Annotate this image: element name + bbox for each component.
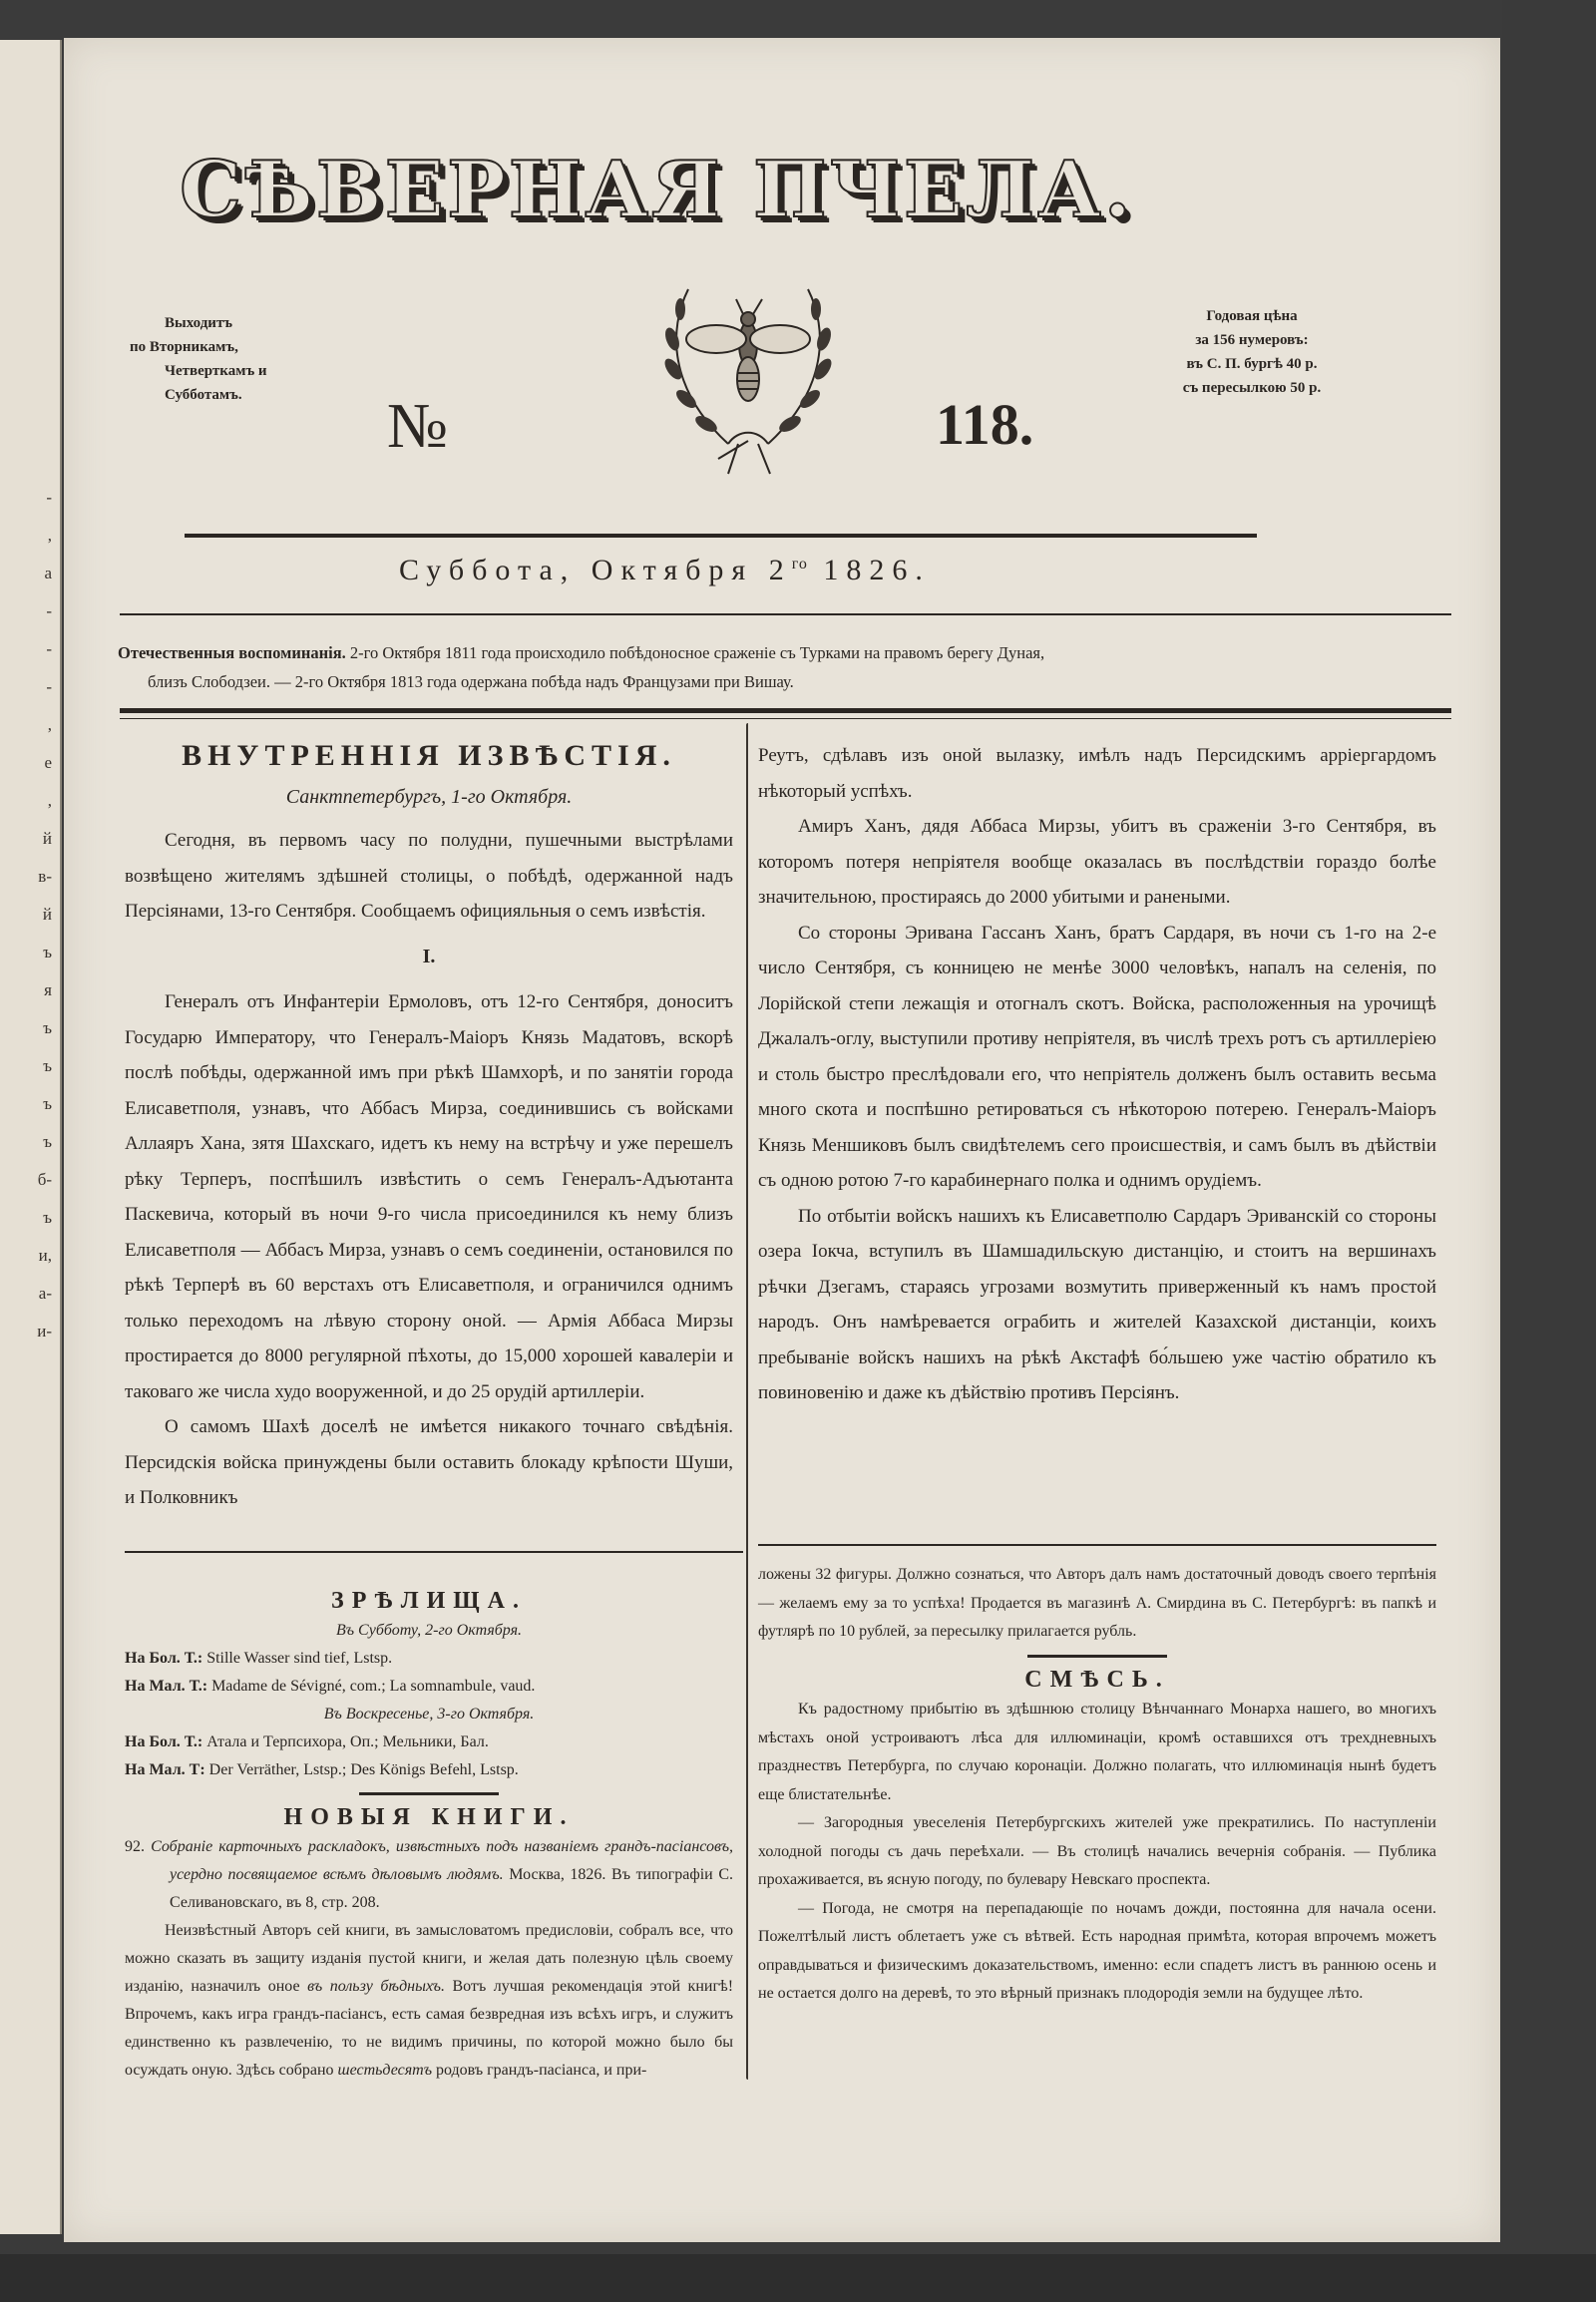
issue-date-main: Суббота, Октября 2 (399, 554, 792, 586)
issue-date (399, 554, 1097, 587)
section-number: I. (422, 945, 436, 967)
adjacent-page-glyph: ъ (43, 1094, 52, 1113)
memories-line-1: 2-го Октября 1811 года происходило побѣдоносное сраженіе съ Турками на правомъ берегу Дуная, (349, 643, 1045, 662)
book-review (125, 1917, 733, 2085)
bee-wreath-icon (628, 269, 868, 479)
schedule-line: Четверткамъ и (165, 363, 267, 379)
memories-lead: Отечественныя воспоминанія. (118, 643, 346, 662)
book-review-text: Неизвѣстный Авторъ сей книги, въ замысловатомъ предисловіи, собралъ все, что можно сказать въ защиту изданія пустой книги, и желая дать полезную цѣль своему изданію, назначилъ оное (125, 1922, 733, 1995)
miscellany-paragraph: Къ радостному прибытію въ здѣшнюю столицу Вѣнчаннаго Монарха нашего, во многихъ мѣстахъ оной устроиваютъ лѣса для иллюминаціи, кромѣ оставшихся отъ трехдневныхъ празднествъ Петербурга, по случаю коронаціи. Должно полагать, что иллюминація нынѣ будетъ еще блистательнѣе. (758, 1701, 1436, 1803)
new-books-heading: НОВЫЯ КНИГИ. (283, 1804, 575, 1830)
adjacent-page-glyph: ъ (43, 1208, 52, 1227)
issue-number-sign: № (387, 390, 449, 461)
theatre-day-1: Въ Субботу, 2-го Октября. (335, 1622, 523, 1639)
schedule-line: по Вторникамъ, (130, 339, 238, 355)
adjacent-page-glyph: в- (38, 867, 52, 886)
domestic-news-continued-column (758, 738, 1436, 1411)
issue-number: 118. (936, 392, 1034, 457)
domestic-news-paragraph: Генералъ отъ Инфантеріи Ермоловъ, отъ 12-го Сентября, доноситъ Государю Императору, что Генералъ-Маіоръ Князь Мадатовъ, вскорѣ послѣ побѣды, одержанной имъ при рѣкѣ Шамхорѣ, и по занятіи города Елисаветполя, узнавъ, что Аббасъ Мирза, соединившись съ войсками Аллаяръ Хана, зятя Шахскаго, идетъ къ нему на встрѣчу и уже перешелъ рѣку Терперъ, поспѣшилъ извѣстить о семъ Генералъ-Адъютанта Паскевича, который въ ночи 9-го числа присоединился къ нему близъ Елисаветполя — Аббасъ Мирза, узнавъ о семъ соединеніи, остановился по рѣкѣ Терперѣ въ 60 верстахъ отъ Елисаветполя, и ограничился однимъ только переходомъ на лѣвую сторону оной. — Армія Аббаса Мирзы простирается до 8000 регулярной пѣхоты, до 15,000 хорошей кавалеріи и таковаго же числа худо вооруженной, и до 25 орудій артиллеріи. (125, 991, 733, 1402)
adjacent-page-edge (0, 40, 62, 2234)
column-divider (746, 723, 751, 2080)
miscellany-paragraph: — Загородныя увеселенія Петербургскихъ жителей уже прекратились. По наступленіи холодной погоды съ дачь переѣхали. — Въ столицѣ начались вечернія собранія. — Публика прохаживается, въ ясную погоду, по булевару Невскаго проспекта. (758, 1814, 1436, 1888)
adjacent-page-glyph: - (46, 639, 52, 658)
domestic-news-paragraph: О самомъ Шахѣ доселѣ не имѣется никакого точнаго свѣдѣнія. Персидскія войска принуждены были оставить блокаду крѣпости Шуши, и Полковникъ (125, 1416, 733, 1508)
adjacent-page-glyph: - (46, 601, 52, 620)
adjacent-page-glyph: , (47, 791, 52, 810)
theatre-program: Madame de Sévigné, com.; La somnambule, vaud. (211, 1678, 536, 1695)
adjacent-page-glyph: а (44, 564, 52, 582)
adjacent-page-glyph: ъ (43, 1056, 52, 1075)
adjacent-page-glyph: я (44, 980, 52, 999)
miscellany-paragraph: — Погода, не смотря на перепадающіе по ночамъ дожди, постоянна для начала осени. Пожелтѣлый листъ облетаетъ уже съ вѣтвей. Есть народная примѣта, которая впрочемъ можетъ оправдываться и физическимъ доказательствомъ, именно: если спадетъ листъ въ раннюю осень и не остается долго на деревѣ, то это вѣрный признакъ плодородія земли на будущее лѣто. (758, 1899, 1436, 2002)
book-review-text: Вотъ лучшая рекомендація этой книгѣ! Впрочемъ, какъ игра грандъ-пасіансъ, есть самая безвредная изъ всѣхъ игръ, и служитъ единственно къ развлеченію, то не видимъ причины, по которой можно было бы осуждать оную. Здѣсь собрано (125, 1978, 734, 2079)
memories-rule-thick (120, 708, 1451, 713)
miscellany-column (758, 1561, 1436, 2009)
domestic-news-paragraph: По отбытіи войскъ нашихъ къ Елисаветполю Сардаръ Эриванскій со стороны озера Іокча, вступилъ въ Шамшадильскую дистанцію, и стоитъ на вершинахъ рѣчки Дзегамъ, стараясь угрозами возмутить приверженный къ намъ простой народъ. Онъ намѣревается ограбить и жителей Казахской дистанціи, коихъ пребываніе войскъ нашихъ на рѣкѣ Акстафѣ бо́льшею уже частію обратило къ повиновенію и даже къ дѣйствію противъ Персіянъ. (758, 1205, 1436, 1403)
adjacent-page-glyph: и- (37, 1322, 52, 1341)
schedule-line: Выходитъ (165, 315, 233, 331)
price-line: въ С. П. бургѣ 40 р. (1186, 356, 1318, 372)
adjacent-page-glyph: ъ (43, 943, 52, 961)
date-rule (120, 613, 1451, 615)
theatre-venue: На Мал. Т: (125, 1761, 205, 1778)
adjacent-page-glyph: , (47, 715, 52, 734)
domestic-news-dateline: Санктпетербургъ, 1-го Октября. (285, 785, 573, 808)
book-review-continued: ложены 32 фигуры. Должно сознаться, что Авторъ далъ намъ достаточный доводъ своего терпѣнія — желаемъ ему за то успѣха! Продается въ магазинѣ А. Смирдина въ С. Петербургѣ: въ папкѣ и футлярѣ по 10 рублей, за пересылку прилагается рубль. (758, 1566, 1436, 1640)
book-entry-number: 92. (125, 1838, 145, 1855)
adjacent-page-glyph: е (44, 753, 52, 772)
adjacent-page-glyph: и, (38, 1246, 52, 1265)
adjacent-page-glyph: - (46, 677, 52, 696)
masthead-rule (185, 534, 1257, 538)
theatre-day-2: Въ Воскресенье, 3-го Октября. (323, 1706, 535, 1723)
theatre-venue: На Бол. Т.: (125, 1650, 203, 1667)
adjacent-page-glyph: а- (38, 1284, 52, 1303)
domestic-news-heading: ВНУТРЕННІЯ ИЗВѢСТІЯ. (182, 739, 676, 772)
theatre-program: Stille Wasser sind tief, Lstsp. (206, 1650, 393, 1667)
domestic-news-column (125, 738, 733, 1516)
book-review-text: родовъ грандъ-пасіанса, и при- (436, 2062, 647, 2079)
book-entry (125, 1833, 733, 1917)
issue-date-year: 1826. (823, 554, 931, 586)
theatre-heading: ЗРѢЛИЩА. (331, 1588, 527, 1614)
theatre-program: Атала и Терпсихора, Оп.; Мельники, Бал. (206, 1733, 489, 1750)
adjacent-page-glyph: ъ (43, 1018, 52, 1037)
theatre-and-books-column (125, 1581, 733, 2085)
schedule-line: Субботамъ. (165, 387, 242, 403)
adjacent-page-glyphs (32, 479, 52, 1350)
theatre-listing (125, 1756, 733, 1784)
book-publication: Москва, 1826. Въ типографіи С. Селивановскаго, въ 8, стр. 208. (170, 1866, 733, 1911)
theatre-venue: На Бол. Т.: (125, 1733, 203, 1750)
left-column-end-rule (125, 1551, 743, 1553)
adjacent-page-glyph: , (47, 526, 52, 545)
theatre-program: Der Verräther, Lstsp.; Des Königs Befehl, Lstsp. (208, 1761, 519, 1778)
scan-background-right (1502, 0, 1596, 2302)
right-column-end-rule (758, 1544, 1436, 1546)
price-line: за 156 нумеровъ: (1195, 332, 1309, 348)
publication-schedule (130, 311, 309, 407)
section-divider (1027, 1655, 1167, 1658)
book-title: Собраніе карточныхъ раскладокъ, извѣстныхъ подъ названіемъ грандъ-пасіансовъ, усердно посвящаемое всѣмъ дѣловымъ людямъ. (151, 1838, 734, 1883)
miscellany-heading: СМѢСЬ. (1024, 1666, 1170, 1693)
theatre-listing (125, 1645, 733, 1673)
annual-price (1142, 304, 1362, 400)
national-memories (118, 638, 1444, 696)
adjacent-page-glyph: б- (37, 1170, 52, 1189)
domestic-news-paragraph: Реутъ, сдѣлавъ изъ оной вылазку, имѣлъ надъ Персидскимъ арріергардомъ нѣкоторый успѣхъ. (758, 745, 1436, 802)
memories-rule-thin (120, 718, 1451, 719)
price-line: съ пересылкою 50 р. (1182, 380, 1322, 396)
domestic-news-paragraph: Со стороны Эривана Гассанъ Ханъ, братъ Сардаря, въ ночи съ 1-го на 2-е число Сентября, съ конницею не менѣе 3000 человѣкъ, напалъ на селенія, по Лорійской степи лежащія и отогналъ скотъ. Войска, расположенныя на урочищѣ Джалалъ-оглу, выступили противу непріятеля, въ числѣ трехъ ротъ съ артиллеріею и столь быстро преслѣдовали его, что непріятель долженъ былъ оставить весьма много скота и поспѣшно ретироваться съ нѣкоторою потерею. Генералъ-Маіоръ Князь Меншиковъ былъ свидѣтелемъ сего происшествія, и самъ былъ въ дѣйствіи съ одною ротою 7-го карабинернаго полка и однимъ орудіемъ. (758, 922, 1436, 1191)
adjacent-page-glyph: - (46, 488, 52, 507)
newspaper-title: СѢВЕРНАЯ ПЧЕЛА. (180, 145, 1134, 235)
domestic-news-paragraph: Амиръ Ханъ, дядя Аббаса Мирзы, убитъ въ сраженіи 3-го Сентября, въ которомъ потеря непріятеля вообще оказалась въ послѣдствіи гораздо болѣе значительною, простираясь до 2000 убитыми и ранеными. (758, 816, 1436, 908)
theatre-listing (125, 1673, 733, 1701)
theatre-venue: На Мал. Т.: (125, 1678, 208, 1695)
adjacent-page-glyph: й (42, 829, 52, 848)
issue-date-sup: го (791, 556, 808, 573)
section-divider (359, 1792, 499, 1795)
domestic-news-intro: Сегодня, въ первомъ часу по полудни, пушечными выстрѣлами возвѣщено жителямъ здѣшней столицы, о побѣдѣ, одержанной надъ Персіянами, 13-го Сентября. Сообщаемъ официяльныя о семъ извѣстія. (125, 830, 733, 922)
scan-background-bottom (0, 2254, 1596, 2302)
book-review-emphasis: шестьдесятъ (337, 2062, 432, 2079)
book-review-emphasis: въ пользу бѣдныхъ. (307, 1978, 445, 1995)
adjacent-page-glyph: й (42, 905, 52, 924)
memories-line-2: близъ Слободзеи. — 2-го Октября 1813 года одержана побѣда надъ Французами при Вишау. (148, 672, 794, 691)
adjacent-page-glyph: ъ (43, 1132, 52, 1151)
price-line: Годовая цѣна (1206, 308, 1298, 324)
theatre-listing (125, 1728, 733, 1756)
